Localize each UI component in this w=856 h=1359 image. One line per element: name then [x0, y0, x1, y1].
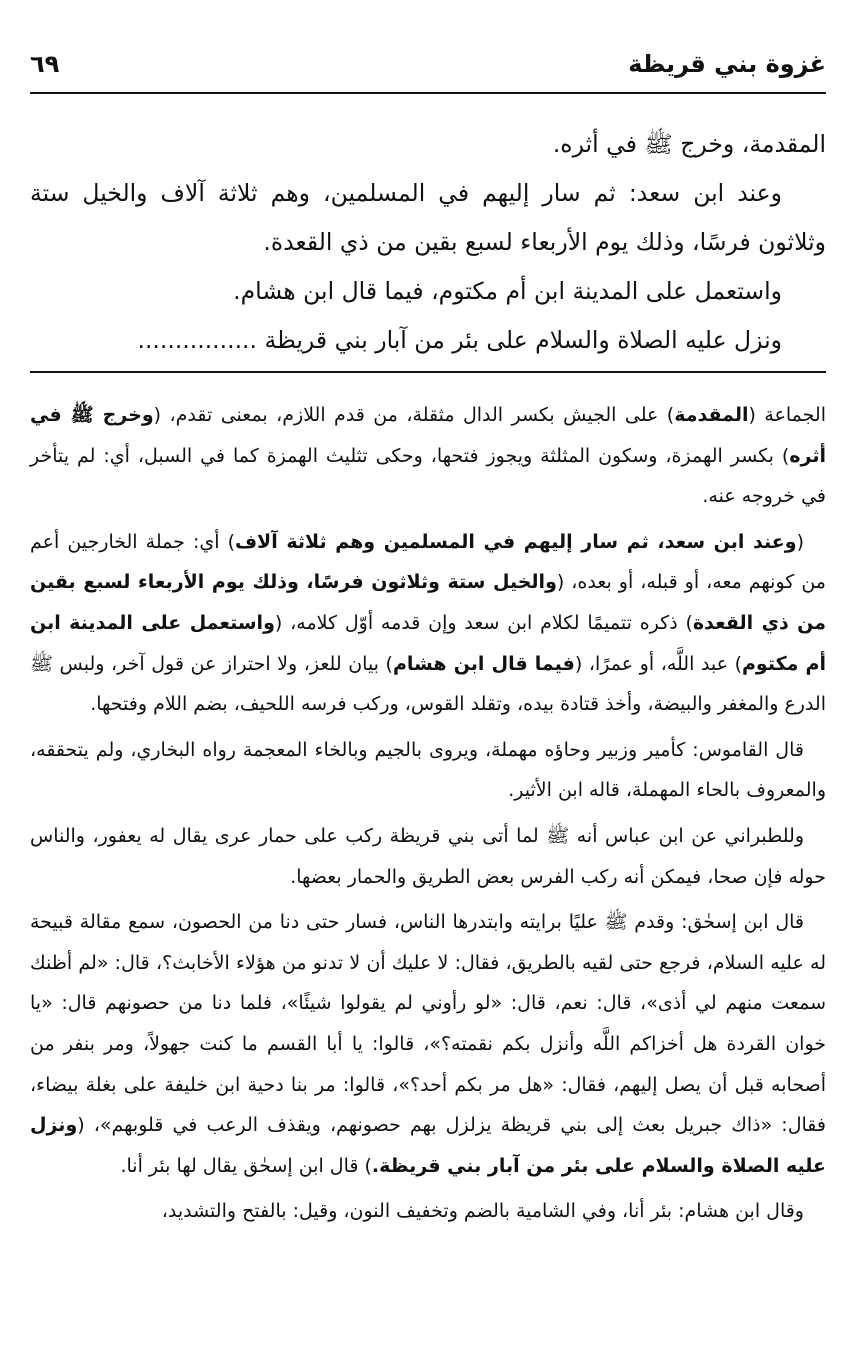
- quoted-phrase: وعند ابن سعد، ثم سار إليهم في المسلمين وهم ثلاثة آلاف: [234, 530, 797, 553]
- main-text-paragraph: [30, 316, 826, 365]
- commentary-text: (: [796, 530, 804, 553]
- main-text-clause: ونزل عليه الصلاة والسلام على بئر من آبار بني قريظة: [264, 326, 782, 354]
- commentary-paragraph: [30, 395, 826, 517]
- commentary-paragraph: قال القاموس: كأمير وزبير وحاؤه مهملة، ويروى بالجيم وبالخاء المعجمة رواه البخاري، ولم يتحققه، والمعروف بالحاء المهملة، قاله ابن الأثير.: [30, 738, 826, 802]
- commentary-text: ) بكسر الهمزة، وسكون المثلثة ويجوز فتحها، وحكى تثليث الهمزة كما في السبل، أي: لم يتأخر في خروجه عنه.: [30, 444, 826, 508]
- commentary-text: ) عبد اللَّه، أو عمرًا، (: [574, 652, 742, 675]
- commentary-text: ) ذكره تتميمًا لكلام ابن سعد وإن قدمه أوّل كلامه، (: [274, 611, 693, 634]
- book-page: [30, 40, 826, 1340]
- main-text: [30, 120, 826, 365]
- commentary-text: ) أي: جملة الخارجين أعم من كونهم معه، أو قبله، أو بعده، (: [30, 530, 826, 594]
- commentary-text: ) بيان للعز، ولا احتراز عن قول آخر، ولبس ﷺ الدرع والمغفر والبيضة، وأخذ قتادة بيده، وتقلد القوس، وركب فرسه اللحيف، بضم اللام وفتحها.: [30, 652, 826, 716]
- quoted-phrase: المقدمة: [674, 404, 749, 426]
- running-title: غزوة بني قريظة: [628, 50, 826, 78]
- page-number: ٦٩: [30, 50, 60, 78]
- main-text-paragraph: واستعمل على المدينة ابن أم مكتوم، فيما قال ابن هشام.: [233, 277, 782, 305]
- quoted-phrase: ونزل عليه الصلاة والسلام على بئر من آبار بني قريظة.: [30, 1114, 826, 1177]
- quoted-phrase: فيما قال ابن هشام: [392, 652, 575, 675]
- commentary-text: ) على الجيش بكسر الدال مثقلة، من قدم اللازم، بمعنى تقدم، (: [153, 404, 675, 426]
- commentary-paragraph: وللطبراني عن ابن عباس أنه ﷺ لما أتى بني قريظة ركب على حمار عرى يقال له يعفور، والناس حوله فإن صحا، فيمكن أنه ركب الفرس بعض الطريق والحمار بعضها.: [30, 824, 826, 888]
- main-text-line: المقدمة، وخرج ﷺ في أثره.: [552, 130, 826, 158]
- commentary-text: ) قال ابن إسحٰق يقال لها بئر أنا.: [120, 1154, 372, 1177]
- commentary: [30, 395, 826, 1232]
- quoted-phrase: وخرج ﷺ في أثره: [30, 404, 826, 467]
- commentary-text: قال ابن إسحٰق: وقدم ﷺ عليًا برايته وابتدرها الناس، فسار حتى دنا من الحصون، سمع مقالة قبيحة له عليه السلام، فرجع حتى لقيه بالطريق، فقال: لا عليك أن لا تدنو من هؤلاء الأخابث؟، قال: «لم أظنك سمعت منهم لي أذى»، قال: نعم، قال: «لو رأوني لم يقولوا شيئًا»، فلما دنا من حصونهم قال: «يا خوان القردة هل أخزاكم اللَّه وأنزل بكم نقمته؟»، قالوا: يا أبا القسم ما كنت جهولاً، ومر بنفر من أصحابه قبل أن يصل إليهم، فقال: «هل مر بكم أحد؟»، قالوا: مر بنا دحية ابن خليفة على بغلة بيضاء، فقال: «ذاك جبريل بعث إلى بني قريظة يزلزل بهم حصونهم، ويقذف الرعب في قلوبهم»، (: [30, 911, 826, 1137]
- separator-rule: [30, 371, 826, 373]
- commentary-paragraph: [30, 522, 826, 725]
- ellipsis-dots: ................: [137, 326, 257, 354]
- commentary-paragraph: [30, 902, 826, 1186]
- quoted-phrase: واستعمل على المدينة ابن أم مكتوم: [30, 611, 826, 675]
- commentary-paragraph: وقال ابن هشام: بئر أنا، وفي الشامية بالضم وتخفيف النون، وقيل: بالفتح والتشديد،: [161, 1200, 804, 1223]
- main-text-paragraph: وعند ابن سعد: ثم سار إليهم في المسلمين، وهم ثلاثة آلاف والخيل ستة وثلاثون فرسًا، وذلك يوم الأربعاء لسبع بقين من ذي القعدة.: [30, 179, 826, 256]
- page-header: [30, 40, 826, 94]
- commentary-text: الجماعة (: [748, 404, 826, 426]
- quoted-phrase: والخيل ستة وثلاثون فرسًا، وذلك يوم الأربعاء لسبع بقين من ذي القعدة: [30, 571, 826, 634]
